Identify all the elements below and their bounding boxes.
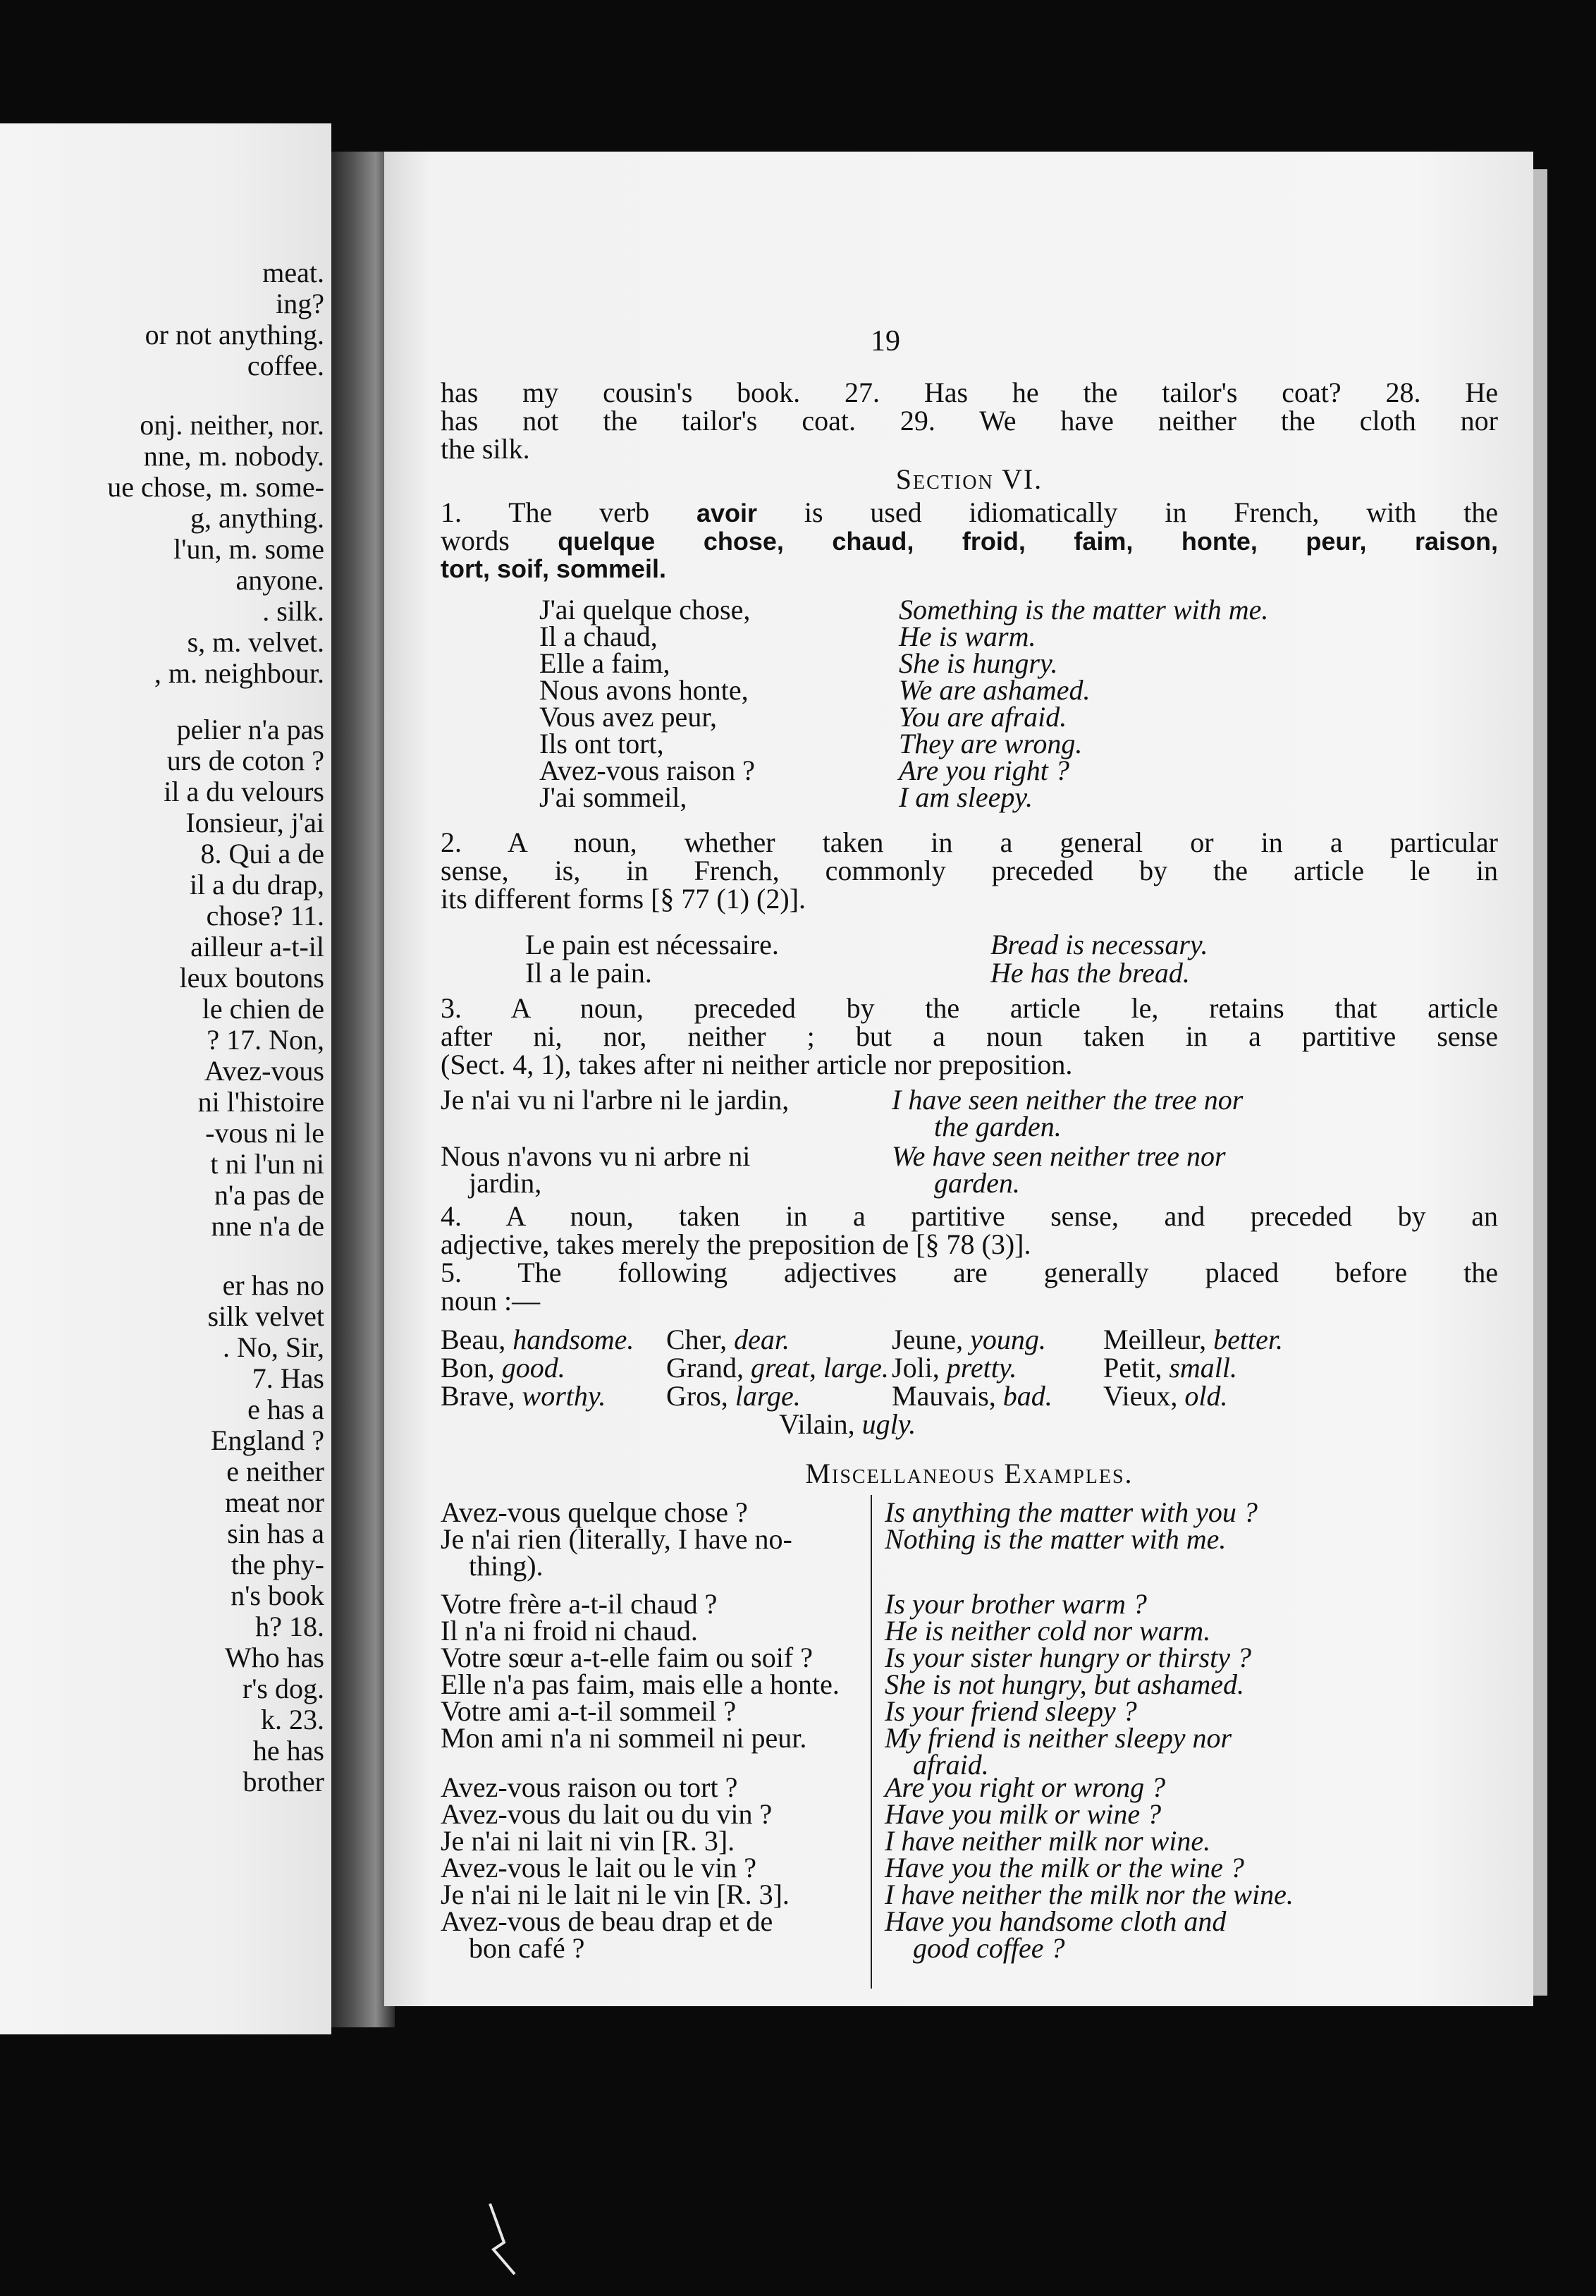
rule2-line-2: sense, is, in French, commonly preceded by the article le in — [441, 855, 1498, 886]
left-page-line: g, anything. — [190, 502, 324, 534]
rule3-example-fr-2a: Nous n'avons vu ni arbre ni — [441, 1140, 751, 1172]
rule1-example-en: Something is the matter with me. — [899, 594, 1269, 625]
adjective-fr: Jeune, — [892, 1324, 971, 1355]
scan-artifact-mark — [486, 2200, 529, 2278]
intro-line-1: has my cousin's book. 27. Has he the tailor's coat? 28. He — [441, 377, 1498, 408]
left-page-line: pelier n'a pas — [176, 714, 324, 745]
misc-example-fr: Votre frère a-t-il chaud ? — [441, 1588, 718, 1620]
misc-example-en: My friend is neither sleepy nor — [885, 1722, 1232, 1754]
misc-example-fr: Mon ami n'a ni sommeil ni peur. — [441, 1722, 807, 1754]
intro-line-2: has not the tailor's coat. 29. We have neither the cloth nor — [441, 405, 1498, 436]
left-page-line: ing? — [276, 288, 324, 319]
adjective-fr: Joli, — [892, 1352, 947, 1384]
misc-title: Miscellaneous Examples. — [805, 1458, 1134, 1489]
adjective-entry — [1103, 1354, 1237, 1382]
adjective-entry — [441, 1382, 606, 1410]
misc-example-fr: Elle n'a pas faim, mais elle a honte. — [441, 1668, 840, 1700]
left-page-line: onj. neither, nor. — [140, 409, 324, 441]
rule1-example-fr: Ils ont tort, — [539, 728, 664, 759]
adjective-fr: Mauvais, — [892, 1380, 1003, 1412]
adjective-en: small. — [1169, 1352, 1238, 1384]
misc-example-en: Is anything the matter with you ? — [885, 1496, 1258, 1528]
adjective-fr: Brave, — [441, 1380, 522, 1412]
left-page-line: meat. — [262, 257, 324, 288]
adjective-entry — [666, 1354, 889, 1382]
adjective-fr: Beau, — [441, 1324, 513, 1355]
left-page-line: Ionsieur, j'ai — [185, 807, 324, 838]
rule1-example-en: He is warm. — [899, 621, 1036, 652]
adjective-en: handsome. — [512, 1324, 634, 1355]
right-page — [384, 152, 1533, 2006]
left-page-line: the phy- — [231, 1549, 324, 1580]
misc-example-fr: Avez-vous raison ou tort ? — [441, 1771, 738, 1803]
left-page-line: s, m. velvet. — [187, 626, 324, 658]
adjective-en: worthy. — [522, 1380, 606, 1412]
misc-example-en: Have you milk or wine ? — [885, 1798, 1162, 1830]
misc-example-fr: Je n'ai ni le lait ni le vin [R. 3]. — [441, 1879, 790, 1910]
left-page-line: ailleur a-t-il — [190, 931, 324, 963]
misc-example-fr: Avez-vous de beau drap et de — [441, 1905, 773, 1937]
left-page-line: he has — [252, 1735, 324, 1766]
misc-example-en: Is your sister hungry or thirsty ? — [885, 1642, 1251, 1673]
page-edge — [1533, 169, 1547, 1996]
left-page-line: urs de coton ? — [166, 745, 324, 776]
adjective-entry — [892, 1354, 1017, 1382]
misc-example-en: She is not hungry, but ashamed. — [885, 1668, 1244, 1700]
adjective-en: young. — [970, 1324, 1046, 1355]
left-page-line: 8. Qui a de — [200, 838, 324, 869]
misc-example-fr: Votre ami a-t-il sommeil ? — [441, 1695, 737, 1727]
left-page-line: ? 17. Non, — [207, 1024, 324, 1056]
adjective-en: large. — [735, 1380, 801, 1412]
left-page-line: e neither — [226, 1455, 324, 1487]
left-page-line: il a du drap, — [189, 869, 324, 900]
misc-example-en: I have neither milk nor wine. — [885, 1825, 1211, 1857]
misc-example-fr: thing). — [469, 1550, 544, 1582]
misc-example-fr: bon café ? — [469, 1932, 585, 1964]
left-page-line: n'a pas de — [214, 1179, 324, 1211]
left-page-line: or not anything. — [145, 319, 324, 350]
rule1-example-fr: Avez-vous raison ? — [539, 755, 755, 786]
adjective-en: good. — [501, 1352, 565, 1384]
rule1-example-en: They are wrong. — [899, 728, 1083, 759]
section-title: Section VI. — [895, 463, 1043, 495]
left-page-line: h? 18. — [255, 1611, 324, 1642]
adjective-fr: Grand, — [666, 1352, 751, 1384]
rule2-example-fr-2: Il a le pain. — [525, 957, 652, 989]
adjective-fr: Cher, — [666, 1324, 735, 1355]
left-page-line: anyone. — [235, 564, 324, 596]
rule3-example-en-1a: I have seen neither the tree nor — [892, 1084, 1244, 1116]
adjective-fr: Petit, — [1103, 1352, 1170, 1384]
rule1-example-en: We are ashamed. — [899, 674, 1091, 706]
adjective-en: ugly. — [861, 1408, 916, 1440]
misc-example-en: Have you the milk or the wine ? — [885, 1852, 1244, 1883]
misc-example-en: I have neither the milk nor the wine. — [885, 1879, 1294, 1910]
adjective-en: old. — [1184, 1380, 1228, 1412]
adjective-entry — [441, 1354, 565, 1382]
adjective-en: bad. — [1002, 1380, 1052, 1412]
adjective-entry — [892, 1326, 1046, 1354]
page-number: 19 — [871, 325, 900, 358]
rule1-example-fr: J'ai sommeil, — [539, 781, 687, 813]
misc-example-en: Nothing is the matter with me. — [885, 1523, 1227, 1555]
intro-line-3: the silk. — [441, 433, 530, 465]
adjective-entry — [1103, 1382, 1227, 1410]
left-page-line: e has a — [247, 1393, 324, 1425]
left-facing-page — [0, 123, 331, 2034]
misc-example-fr: Avez-vous du lait ou du vin ? — [441, 1798, 773, 1830]
rule3-example-fr-1: Je n'ai vu ni l'arbre ni le jardin, — [441, 1084, 790, 1116]
left-page-line: coffee. — [247, 350, 324, 381]
left-page-line: England ? — [210, 1424, 324, 1456]
misc-example-en: Have you handsome cloth and — [885, 1905, 1227, 1937]
rule4-line-1: 4. A noun, taken in a partitive sense, and preceded by an — [441, 1200, 1498, 1232]
left-page-line: . No, Sir, — [223, 1331, 324, 1363]
left-page-line: -vous ni le — [205, 1117, 324, 1149]
adjective-entry — [441, 1326, 634, 1354]
left-page-line: chose? 11. — [206, 900, 324, 932]
misc-example-fr: Votre sœur a-t-elle faim ou soif ? — [441, 1642, 813, 1673]
left-page-line: n's book — [231, 1580, 324, 1611]
rule3-line-1: 3. A noun, preceded by the article le, retains that article — [441, 992, 1498, 1024]
adjective-fr: Meilleur, — [1103, 1324, 1214, 1355]
left-page-line: Who has — [224, 1642, 324, 1673]
misc-example-fr: Avez-vous quelque chose ? — [441, 1496, 748, 1528]
adjective-entry — [779, 1410, 916, 1439]
rule2-example-fr-1: Le pain est nécessaire. — [525, 929, 779, 960]
rule2-line-3: its different forms [§ 77 (1) (2)]. — [441, 883, 806, 915]
adjective-entry — [1103, 1326, 1283, 1354]
rule3-example-fr-2b: jardin, — [469, 1167, 542, 1199]
adjective-fr: Bon, — [441, 1352, 502, 1384]
left-page-line: r's dog. — [242, 1673, 324, 1704]
misc-example-en: Is your friend sleepy ? — [885, 1695, 1137, 1727]
misc-example-en: afraid. — [913, 1749, 989, 1781]
adjective-en: great, large. — [750, 1352, 889, 1384]
rule3-line-2: after ni, nor, neither ; but a noun taken in a partitive sense — [441, 1020, 1498, 1052]
rule1-example-fr: Vous avez peur, — [539, 701, 718, 733]
left-page-line: silk velvet — [207, 1300, 324, 1332]
rule2-example-en-1: Bread is necessary. — [990, 929, 1208, 960]
misc-example-fr: Avez-vous le lait ou le vin ? — [441, 1852, 757, 1883]
left-page-line: ni l'histoire — [197, 1086, 324, 1118]
left-page-line: l'un, m. some — [173, 533, 324, 565]
left-page-line: sin has a — [227, 1518, 324, 1549]
left-page-line: ue chose, m. some- — [107, 471, 324, 503]
left-page-line: . silk. — [262, 595, 324, 627]
rule1-example-fr: Il a chaud, — [539, 621, 658, 652]
rule1-line-2: words quelque chose, chaud, froid, faim, honte, peur, raison, — [441, 525, 1498, 556]
rule3-line-3: (Sect. 4, 1), takes after ni neither article nor preposition. — [441, 1049, 1073, 1080]
left-page-line: nne n'a de — [211, 1210, 324, 1242]
adjective-en: better. — [1213, 1324, 1284, 1355]
rule2-line-1: 2. A noun, whether taken in a general or in a particular — [441, 826, 1498, 858]
rule1-line-3: tort, soif, sommeil. — [441, 554, 667, 583]
misc-example-en: Is your brother warm ? — [885, 1588, 1147, 1620]
rule1-example-en: You are afraid. — [899, 701, 1067, 733]
rule3-example-en-1b: the garden. — [934, 1111, 1062, 1142]
misc-example-en: He is neither cold nor warm. — [885, 1615, 1211, 1647]
rule1-example-fr: J'ai quelque chose, — [539, 594, 751, 625]
left-page-line: il a du velours — [164, 776, 324, 807]
left-page-line: le chien de — [202, 993, 324, 1025]
rule3-example-en-2b: garden. — [934, 1167, 1020, 1199]
rule3-example-en-2a: We have seen neither tree nor — [892, 1140, 1226, 1172]
left-page-line: er has no — [222, 1269, 324, 1301]
adjective-en: pretty. — [946, 1352, 1017, 1384]
rule5-line-1: 5. The following adjectives are generally placed before the — [441, 1257, 1498, 1288]
adjective-fr: Vilain, — [779, 1408, 862, 1440]
rule1-example-en: She is hungry. — [899, 647, 1058, 679]
left-page-line: k. 23. — [261, 1704, 324, 1735]
adjective-en: dear. — [734, 1324, 790, 1355]
rule4-line-2: adjective, takes merely the preposition de [§ 78 (3)]. — [441, 1228, 1031, 1260]
left-page-line: Avez-vous — [204, 1055, 324, 1087]
left-page-line: , m. neighbour. — [154, 657, 324, 689]
adjective-fr: Vieux, — [1103, 1380, 1185, 1412]
rule1-example-fr: Elle a faim, — [539, 647, 670, 679]
rule1-example-fr: Nous avons honte, — [539, 674, 749, 706]
left-page-line: 7. Has — [252, 1362, 324, 1394]
misc-example-fr: Je n'ai rien (literally, I have no- — [441, 1523, 792, 1555]
misc-example-fr: Je n'ai ni lait ni vin [R. 3]. — [441, 1825, 735, 1857]
left-page-line: t ni l'un ni — [210, 1148, 324, 1180]
rule2-example-en-2: He has the bread. — [990, 957, 1190, 989]
rule1-example-en: I am sleepy. — [899, 781, 1033, 813]
misc-example-fr: Il n'a ni froid ni chaud. — [441, 1615, 698, 1647]
left-page-line: leux boutons — [179, 962, 324, 994]
column-divider — [871, 1495, 872, 1989]
left-page-line: nne, m. nobody. — [143, 440, 324, 472]
adjective-entry — [666, 1382, 801, 1410]
misc-example-en: Are you right or wrong ? — [885, 1771, 1166, 1803]
rule1-line-1: 1. The verb avoir is used idiomatically in French, with the — [441, 496, 1498, 528]
misc-example-en: good coffee ? — [913, 1932, 1065, 1964]
rule5-line-2: noun :— — [441, 1285, 541, 1317]
left-page-line: meat nor — [224, 1486, 324, 1518]
rule1-example-en: Are you right ? — [899, 755, 1069, 786]
adjective-entry — [892, 1382, 1052, 1410]
adjective-fr: Gros, — [666, 1380, 735, 1412]
adjective-entry — [666, 1326, 790, 1354]
left-page-line: brother — [243, 1766, 324, 1797]
